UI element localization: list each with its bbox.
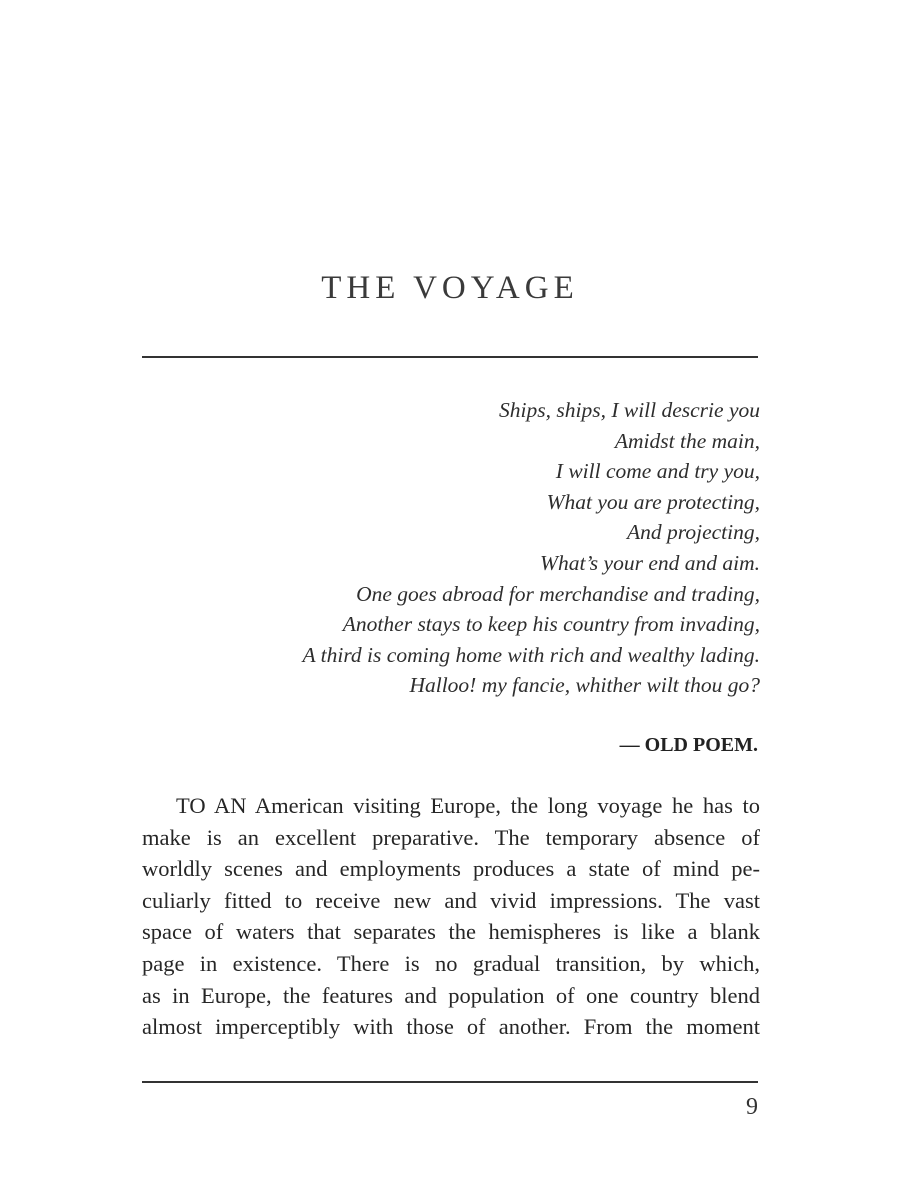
body-line: make is an excellent preparative. The temporary absence of — [142, 824, 760, 850]
epigraph-line: Another stays to keep his country from invading, — [342, 612, 760, 637]
body-line: space of waters that separates the hemispheres is like a blank — [142, 919, 760, 945]
epigraph-poem — [142, 395, 760, 701]
epigraph-line: What you are protecting, — [546, 489, 760, 514]
epigraph-line: One goes abroad for merchandise and trading, — [356, 581, 760, 606]
epigraph-line: A third is coming home with rich and wealthy lading. — [302, 642, 760, 667]
epigraph-line: What’s your end and aim. — [540, 550, 760, 575]
body-line: page in existence. There is no gradual transition, by which, — [142, 950, 760, 976]
body-line: almost imperceptibly with those of another. From the moment — [142, 1014, 760, 1040]
epigraph-line: And projecting, — [627, 520, 760, 545]
epigraph-line: Halloo! my fancie, whither wilt thou go? — [409, 673, 760, 698]
body-paragraph — [142, 790, 760, 1043]
body-line: as in Europe, the features and population of one country blend — [142, 982, 760, 1008]
body-line: culiarly fitted to receive new and vivid impressions. The vast — [142, 887, 760, 913]
body-line: TO AN American visiting Europe, the long voyage he has to — [176, 793, 760, 818]
epigraph-attribution: — OLD POEM. — [619, 734, 758, 756]
epigraph-line: Amidst the main, — [614, 428, 760, 453]
epigraph-line: I will come and try you, — [555, 459, 760, 484]
epigraph-line: Ships, ships, I will descrie you — [499, 398, 760, 422]
top-divider-rule — [142, 356, 758, 358]
body-line: worldly scenes and employments produces a state of mind pe- — [142, 856, 760, 882]
page-number: 9 — [746, 1094, 758, 1120]
bottom-divider-rule — [142, 1081, 758, 1083]
chapter-title: THE VOYAGE — [321, 270, 579, 306]
